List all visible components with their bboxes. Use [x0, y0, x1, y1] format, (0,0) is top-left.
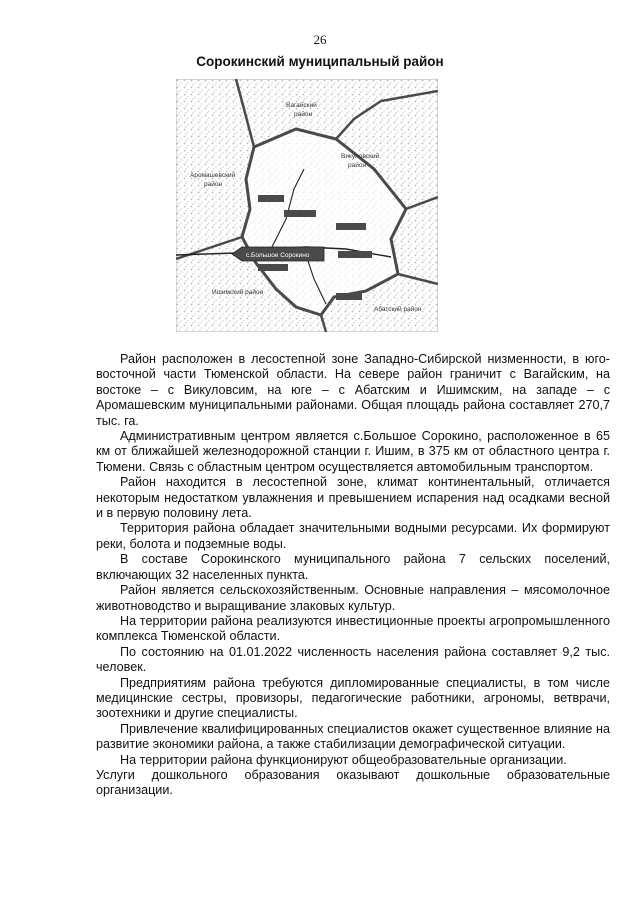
abatsky-label: Абатский район	[374, 306, 422, 313]
vagaysky-label-line1: Вагайский	[286, 102, 317, 109]
paragraph: На территории района реализуются инвестиционные проекты агропромышленного комплекса Тюменской области.	[96, 613, 610, 644]
paragraph: Услуги дошкольного образования оказывают дошкольные образовательные организации.	[96, 767, 610, 798]
paragraph: Административным центром является с.Большое Сорокино, расположенное в 65 км от ближайшей железнодорожной станции г. Ишим, в 375 км от областного центра г. Тюмени. Связь с областным центром осуществляется автомобильным транспортом.	[96, 429, 610, 474]
district-center-label: с.Большое Сорокино	[246, 252, 310, 259]
vagaysky-label-line2: район	[294, 111, 313, 118]
ishimsky-label: Ишимский район	[212, 289, 264, 296]
district-map	[176, 79, 438, 332]
paragraph: Территория района обладает значительными водными ресурсами. Их формируют реки, болота и подземные воды.	[96, 521, 610, 551]
paragraph: Привлечение квалифицированных специалистов окажет существенное влияние на развитие экономики района, а также стабилизации демографической ситуации.	[96, 721, 610, 752]
settlement-box	[336, 293, 362, 300]
paragraph: Район является сельскохозяйственным. Основные направления – мясомолочное животноводство и выращивание злаковых культур.	[96, 583, 610, 613]
page-number: 26	[313, 32, 327, 47]
paragraph: По состоянию на 01.01.2022 численность населения района составляет 9,2 тыс. человек.	[96, 644, 610, 675]
settlement-box	[284, 210, 316, 217]
paragraph: Предприятиям района требуются дипломированные специалисты, в том числе медицинские сестры, провизоры, педагогические работники, агрономы, ветврачи, зоотехники и другие специалисты.	[96, 675, 610, 721]
description-text	[96, 352, 610, 799]
paragraph: Район находится в лесостепной зоне, климат континентальный, отличается некоторым недостатком увлажнения и превышением испарения над осадками весной и в первую половину лета.	[96, 475, 610, 521]
paragraph: В составе Сорокинского муниципального района 7 сельских поселений, включающих 32 населенных пункта.	[96, 552, 610, 582]
vikulovsky-label-line1: Викуловский	[341, 153, 380, 160]
settlement-box	[258, 264, 288, 271]
settlement-box	[258, 195, 284, 202]
vikulovsky-label-line2: район	[348, 162, 367, 169]
district-map-graphic	[176, 79, 438, 332]
aromashevsky-label-line2: район	[204, 181, 223, 188]
aromashevsky-label-line1: Аромашевский	[190, 172, 236, 179]
settlement-box	[338, 251, 372, 258]
paragraph: На территории района функционируют общеобразовательные организации.	[120, 752, 567, 767]
settlement-box	[336, 223, 366, 230]
page-title: Сорокинский муниципальный район	[196, 54, 444, 69]
paragraph: Район расположен в лесостепной зоне Западно-Сибирской низменности, в юго-восточной части Тюменской области. На севере район граничит с Вагайским, на востоке – с Викуловсим, на юге – с Абатским и Ишимским, на западе – с Аромашевским муниципальными районами. Общая площадь района составляет 270,7 тыс. га.	[96, 352, 610, 428]
